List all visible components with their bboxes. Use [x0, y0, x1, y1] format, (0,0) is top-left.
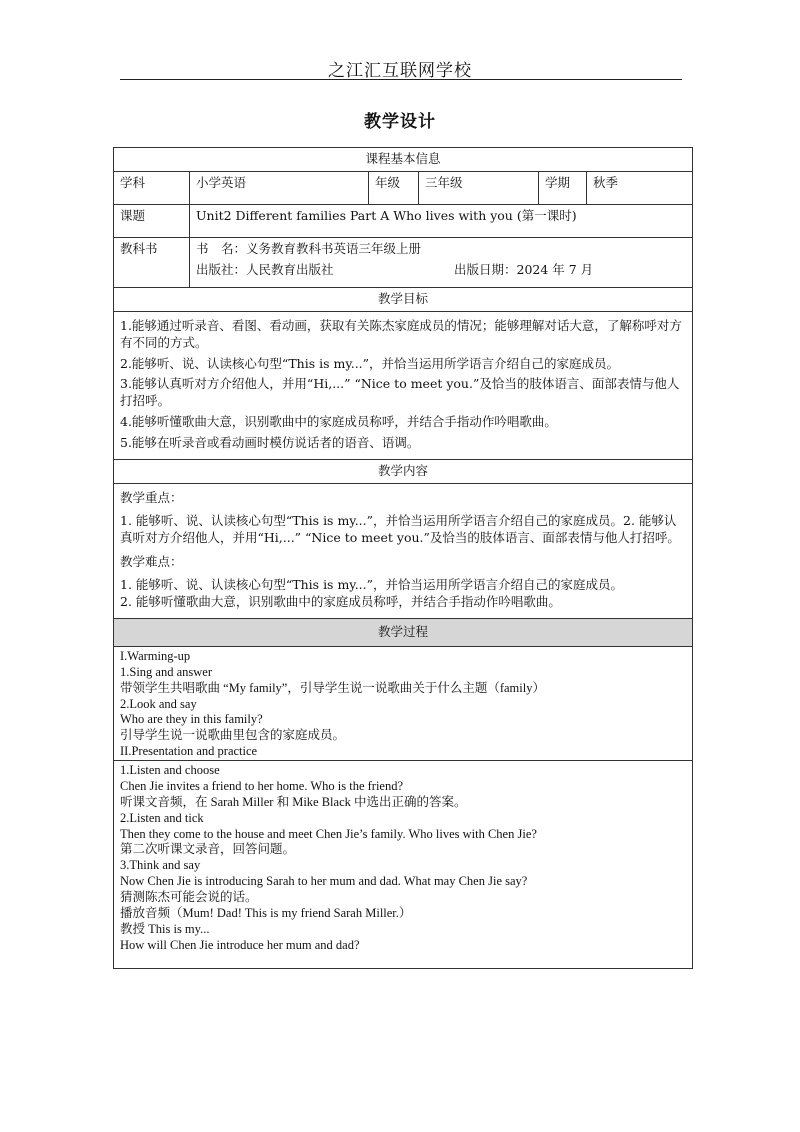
- process-line: 1.Sing and answer: [120, 664, 212, 679]
- topic-row: [114, 204, 693, 237]
- term-label: 学期: [539, 171, 587, 204]
- process-line: 带领学生共唱歌曲 “My family”，引导学生说一说歌曲关于什么主题（family）: [120, 680, 545, 695]
- lesson-plan-table: [113, 147, 693, 969]
- difficult-points-label: 教学难点：: [120, 554, 183, 570]
- topic-value: Unit2 Different families Part A Who lives with you (第一课时): [190, 204, 693, 237]
- textbook-row: [114, 237, 693, 287]
- process-section-row: [114, 619, 693, 647]
- warming-up-block: [114, 646, 693, 760]
- objectives-section-row: [114, 287, 693, 311]
- process-line: 2.Listen and tick: [120, 810, 204, 825]
- objectives-list: [114, 311, 693, 459]
- grade-value: 三年级: [419, 171, 539, 204]
- info-section-row: [114, 148, 693, 172]
- content-row: [114, 483, 693, 618]
- process-line: I.Warming-up: [120, 648, 191, 663]
- process-line: 第二次听课文录音，回答问题。: [120, 842, 296, 857]
- subject-label: 学科: [114, 171, 190, 204]
- process-line: How will Chen Jie introduce her mum and dad?: [120, 937, 360, 952]
- process-line: Who are they in this family?: [120, 712, 263, 727]
- process-row-1: [114, 646, 693, 760]
- process-line: 引导学生说一说歌曲里包含的家庭成员。: [120, 728, 346, 743]
- objectives-heading: 教学目标: [114, 287, 693, 311]
- objectives-row: [114, 311, 693, 459]
- process-line: 播放音频（Mum! Dad! This is my friend Sarah Miller.）: [120, 905, 412, 920]
- term-value: 秋季: [587, 171, 693, 204]
- school-header: 之江汇互联网学校: [328, 61, 472, 81]
- difficult-point-item: 1. 能够听、说、认读核心句型“This is my...”，并恰当运用所学语言介绍自己的家庭成员。: [120, 577, 624, 593]
- subject-value: 小学英语: [190, 171, 369, 204]
- process-heading: 教学过程: [114, 619, 693, 647]
- textbook-details: [190, 237, 693, 287]
- publication-date: 出版日期：2024 年 7 月: [454, 261, 594, 277]
- process-line: 猜测陈杰可能会说的话。: [120, 890, 258, 904]
- presentation-block: [114, 761, 693, 969]
- objective-item: 3.能够认真听对方介绍他人，并用“Hi,...” “Nice to meet you.”及恰当的肢体语言、面部表情与他人打招呼。: [120, 376, 680, 409]
- header-divider: [120, 79, 682, 80]
- publisher: 出版社：人民教育出版社: [196, 261, 334, 277]
- key-points-label: 教学重点：: [120, 489, 183, 505]
- difficult-point-item: 2. 能够听懂歌曲大意，识别歌曲中的家庭成员称呼，并结合手指动作吟唱歌曲。: [120, 594, 561, 610]
- objective-item: 4.能够听懂歌曲大意，识别歌曲中的家庭成员称呼，并结合手指动作吟唱歌曲。: [120, 414, 557, 430]
- subject-row: [114, 171, 693, 204]
- process-line: 3.Think and say: [120, 858, 201, 873]
- process-line: 听课文音频，在 Sarah Miller 和 Mike Black 中选出正确的答案。: [120, 794, 467, 809]
- topic-label: 课题: [114, 204, 190, 237]
- process-line: II.Presentation and practice: [120, 744, 258, 759]
- key-points-text: 1. 能够听、说、认读核心句型“This is my...”，并恰当运用所学语言介绍自己的家庭成员。2. 能够认真听对方介绍他人，并用“Hi,...” “Nice to meet you.”及恰当的肢体语言、面部表情与他人打招呼。: [120, 512, 680, 545]
- process-line: 教授 This is my...: [120, 921, 210, 936]
- content-heading: 教学内容: [114, 459, 693, 483]
- content-section-row: [114, 459, 693, 483]
- objective-item: 1.能够通过听录音、看图、看动画，获取有关陈杰家庭成员的情况；能够理解对话大意，了解称呼对方有不同的方式。: [120, 317, 682, 350]
- grade-label: 年级: [369, 171, 419, 204]
- objective-item: 2.能够听、说、认读核心句型“This is my...”，并恰当运用所学语言介绍自己的家庭成员。: [120, 355, 620, 371]
- content-body: [114, 483, 693, 618]
- info-section-heading: 课程基本信息: [114, 148, 693, 172]
- textbook-label: 教科书: [114, 237, 190, 287]
- process-line: 2.Look and say: [120, 696, 197, 711]
- document-title: 教学设计: [364, 112, 436, 132]
- process-row-2: [114, 761, 693, 969]
- process-line: Chen Jie invites a friend to her home. Who is the friend?: [120, 778, 404, 793]
- book-name: 书 名：义务教育教科书英语三年级上册: [196, 240, 422, 256]
- objective-item: 5.能够在听录音或看动画时模仿说话者的语音、语调。: [120, 435, 420, 450]
- process-line: Then they come to the house and meet Chen Jie’s family. Who lives with Chen Jie?: [120, 826, 537, 841]
- process-line: Now Chen Jie is introducing Sarah to her mum and dad. What may Chen Jie say?: [120, 874, 528, 889]
- process-line: 1.Listen and choose: [120, 763, 220, 777]
